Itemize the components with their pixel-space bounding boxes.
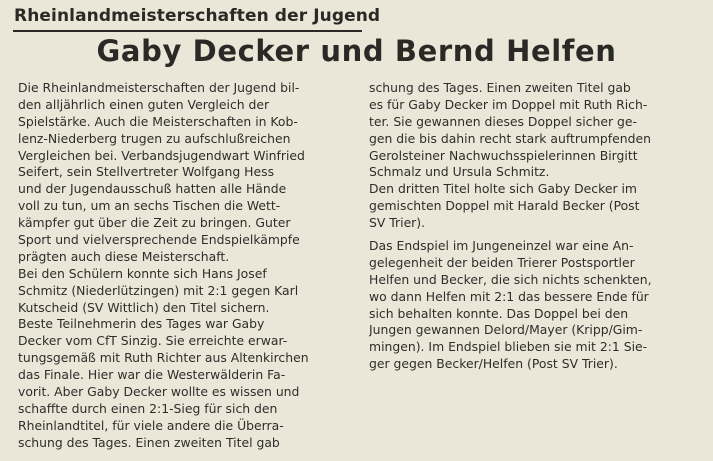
text-line: Jungen gewannen Delord/Mayer (Kripp/Gim- [369, 322, 643, 338]
article-column-right [369, 80, 701, 373]
text-line: wo dann Helfen mit 2:1 das bessere Ende für [369, 288, 649, 304]
text-line: ger gegen Becker/Helfen (Post SV Trier). [369, 356, 618, 372]
text-line: Rheinlandtitel, für viele andere die Überra- [18, 417, 284, 433]
text-line: Schmitz (Niederlützingen) mit 2:1 gegen Karl [18, 282, 299, 298]
paragraph [369, 181, 701, 232]
text-line: schung des Tages. Einen zweiten Titel gab [18, 434, 280, 450]
text-line: das Finale. Hier war die Westerwälderin Fa- [18, 367, 286, 383]
text-line: Vergleichen bei. Verbandsjugendwart Winfried [18, 147, 305, 163]
text-line: es für Gaby Decker im Doppel mit Ruth Rich- [369, 96, 648, 112]
text-line: gelegenheit der beiden Trierer Postsportler [369, 254, 635, 270]
text-line: mingen). Im Endspiel blieben sie mit 2:1 Sie- [369, 339, 648, 355]
text-line: SV Trier). [369, 215, 426, 231]
text-line: sich behalten konnte. Das Doppel bei den [369, 305, 629, 321]
paragraph [369, 80, 701, 181]
article-headline: Gaby Decker und Bernd Helfen [96, 34, 617, 68]
text-line: Bei den Schülern konnte sich Hans Josef [18, 265, 267, 281]
text-line: Seifert, sein Stellvertreter Wolfgang Hess [18, 164, 275, 180]
text-line: tungsgemäß mit Ruth Richter aus Altenkirchen [18, 350, 309, 366]
paragraph [369, 238, 701, 373]
text-line: Gerolsteiner Nachwuchsspielerinnen Birgitt [369, 147, 638, 163]
text-line: Sport und vielversprechende Endspielkämpfe [18, 232, 300, 248]
text-line: den alljährlich einen guten Vergleich der [18, 96, 270, 112]
text-line: voll zu tun, um an sechs Tischen die Wett- [18, 198, 281, 214]
text-line: kämpfer gut über die Zeit zu bringen. Guter [18, 215, 291, 231]
text-line: Kutscheid (SV Wittlich) den Titel sichern. [18, 299, 270, 315]
text-line: lenz-Niederberg trugen zu aufschlußreichen [18, 130, 291, 146]
text-line: Decker vom CfT Sinzig. Sie erreichte erwar- [18, 333, 288, 349]
text-line: Das Endspiel im Jungeneinzel war eine An- [369, 238, 634, 254]
text-line: schaffte durch einen 2:1-Sieg für sich den [18, 400, 278, 416]
text-line: schung des Tages. Einen zweiten Titel gab [369, 80, 631, 95]
text-line: Helfen und Becker, die sich nichts schenkten, [369, 271, 652, 287]
section-kicker: Rheinlandmeisterschaften der Jugend [14, 6, 381, 26]
text-line: vorit. Aber Gaby Decker wollte es wissen und [18, 384, 300, 400]
text-line: gemischten Doppel mit Harald Becker (Post [369, 198, 640, 214]
text-line: Beste Teilnehmerin des Tages war Gaby [18, 316, 265, 332]
text-line: prägten auch diese Meisterschaft. [18, 248, 230, 264]
text-line: gen die bis dahin recht stark auftrumpfenden [369, 130, 651, 146]
text-line: ter. Sie gewannen dieses Doppel sicher ge- [369, 113, 637, 129]
text-line: Den dritten Titel holte sich Gaby Decker im [369, 181, 637, 197]
kicker-underline [13, 30, 362, 32]
text-line: Spielstärke. Auch die Meisterschaften in Kob- [18, 113, 298, 129]
text-line: und der Jugendausschuß hatten alle Hände [18, 181, 287, 197]
text-line: Die Rheinlandmeisterschaften der Jugend bil- [18, 80, 300, 95]
article-column-left [18, 80, 350, 452]
text-line: Schmalz und Ursula Schmitz. [369, 164, 550, 180]
